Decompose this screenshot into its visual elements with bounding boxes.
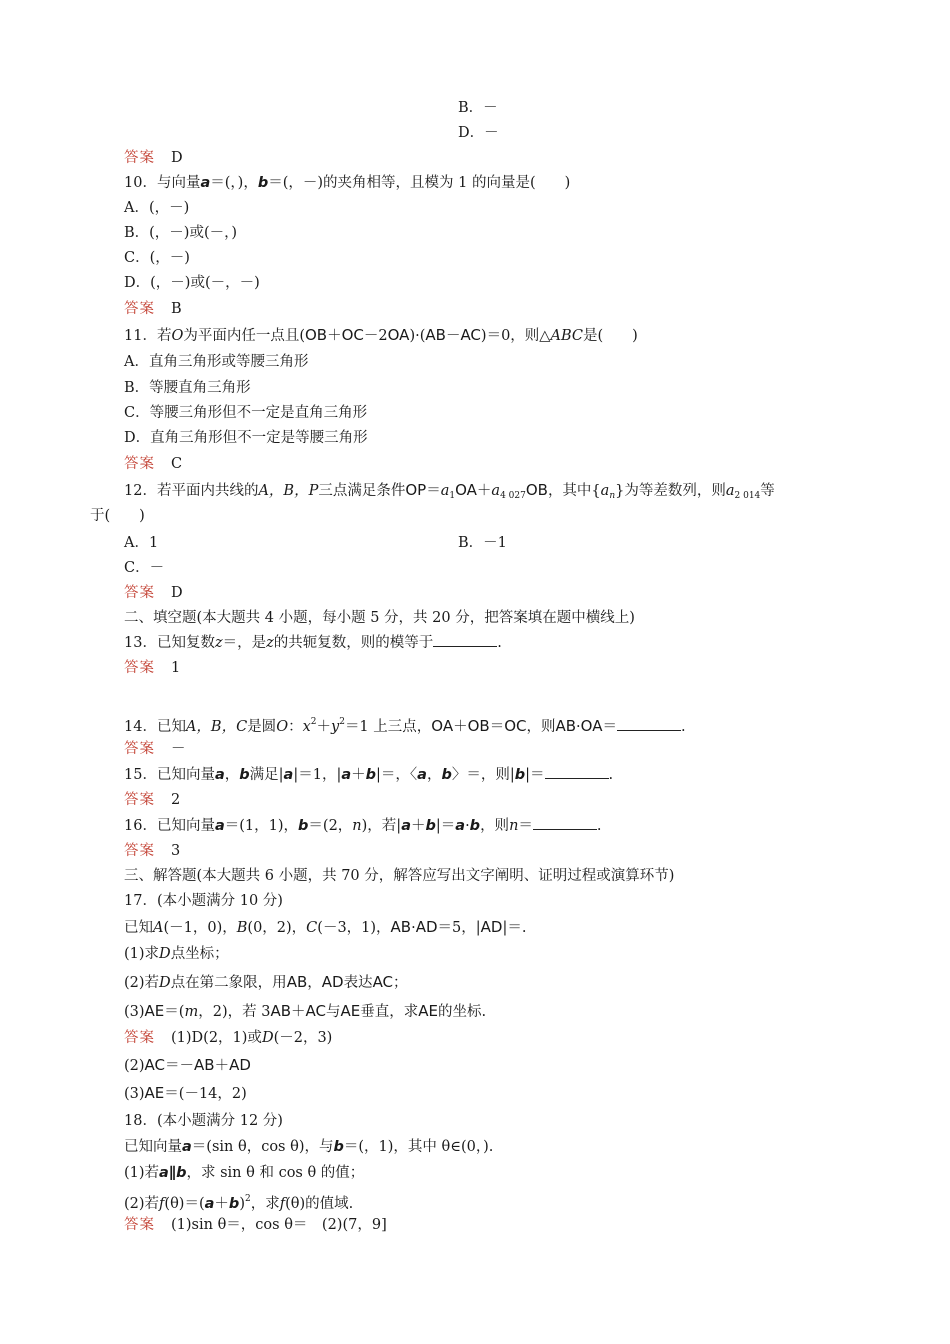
- q11-option-d: D．直角三角形但不一定是等腰三角形: [124, 430, 368, 446]
- q10-stem: 10．与向量a＝(，)，b＝(，－)的夹角相等，且模为 1 的向量是( ): [124, 175, 571, 191]
- q12-option-a: A．1: [124, 535, 159, 551]
- q17-given: 已知A(－1，0)，B(0，2)，C(－3，1)，AB·AD＝5，|AD|＝.: [124, 918, 527, 936]
- q13-answer: 答案 1: [124, 660, 181, 676]
- q18-answer: 答案 (1)sin θ＝，cos θ＝ (2)(7，9]: [124, 1217, 387, 1233]
- section-3-heading: 三、解答题(本大题共 6 小题，共 70 分，解答应写出文字阐明、证明过程或演算环节): [124, 868, 675, 884]
- q17-answer-2: (2)AC＝－AB＋AD: [124, 1056, 251, 1074]
- q18-part-1: (1)若a∥b，求 sin θ 和 cos θ 的值；: [124, 1165, 365, 1181]
- q14-blank: [617, 718, 681, 731]
- q9-answer: 答案 D: [124, 150, 183, 166]
- q10-option-c: C．(，－): [124, 250, 190, 266]
- q12-option-c: C．－: [124, 560, 165, 576]
- q15-stem: 15．已知向量a，b满足|a|＝1，|a＋b|＝，〈a，b〉＝，则|b|＝ .: [124, 767, 614, 783]
- q9-option-d: D．－: [458, 125, 499, 141]
- q12-stem-cont: 于( ): [90, 508, 145, 524]
- q18-heading: 18．(本小题满分 12 分): [124, 1113, 283, 1129]
- q17-part-1: (1)求D点坐标；: [124, 946, 229, 962]
- q13-blank: [433, 634, 497, 647]
- q17-heading: 17．(本小题满分 10 分): [124, 893, 283, 909]
- q17-answer-1: 答案 (1)D(2，1)或D(－2，3): [124, 1030, 333, 1046]
- q10-answer: 答案 B: [124, 301, 182, 317]
- q12-option-b: B．－1: [458, 535, 507, 551]
- q13-stem: 13．已知复数z＝，是z的共轭复数，则的模等于 .: [124, 635, 502, 651]
- q11-stem: 11．若O为平面内任一点且(OB＋OC－2OA)·(AB－AC)＝0，则△ABC是( ): [124, 326, 638, 344]
- q11-option-b: B．等腰直角三角形: [124, 380, 251, 396]
- q12-answer: 答案 D: [124, 585, 183, 601]
- q17-answer-3: (3)AE＝(－14，2): [124, 1084, 247, 1102]
- q16-answer: 答案 3: [124, 843, 181, 859]
- q10-option-d: D．(，－)或(－，－): [124, 275, 260, 291]
- q9-option-b: B．－: [458, 100, 498, 116]
- q17-part-3: (3)AE＝(m，2)，若 3AB＋AC与AE垂直，求AE的坐标.: [124, 1002, 487, 1020]
- q14-answer: 答案 －: [124, 741, 186, 757]
- q10-option-b: B．(，－)或(－，): [124, 225, 238, 241]
- q16-blank: [533, 817, 597, 830]
- q18-part-2: (2)若$f(\theta)=(a+b)^2$，求f(θ)的值域.: [124, 1194, 354, 1212]
- q15-answer: 答案 2: [124, 792, 181, 808]
- q11-option-c: C．等腰三角形但不一定是直角三角形: [124, 405, 368, 421]
- q11-answer: 答案 C: [124, 456, 183, 472]
- section-2-heading: 二、填空题(本大题共 4 小题，每小题 5 分，共 20 分，把答案填在题中横线上): [124, 610, 635, 626]
- q17-part-2: (2)若D点在第二象限，用AB，AD表达AC；: [124, 973, 408, 991]
- q11-option-a: A．直角三角形或等腰三角形: [124, 354, 309, 370]
- q12-stem: 12．若平面内共线的A，B，P三点满足条件$OP=a_1OA+a_{4 027}OB$，其中$\{a_n\}$为等差数列，则$a_{2 014}$等: [124, 481, 775, 501]
- q10-option-a: A．(，－): [124, 200, 190, 216]
- q14-stem: 14．已知A，B，C是圆O：$x^2+y^2=1$ 上三点，OA＋OB＝OC，则AB·OA＝ .: [124, 717, 686, 735]
- q18-given: 已知向量a＝(sin θ，cos θ)，与b＝(，1)，其中 θ∈(0，).: [124, 1139, 494, 1155]
- q16-stem: 16．已知向量a＝(1，1)，b＝(2，n)，若|a＋b|＝a·b，则n＝ .: [124, 818, 602, 834]
- q15-blank: [545, 766, 609, 779]
